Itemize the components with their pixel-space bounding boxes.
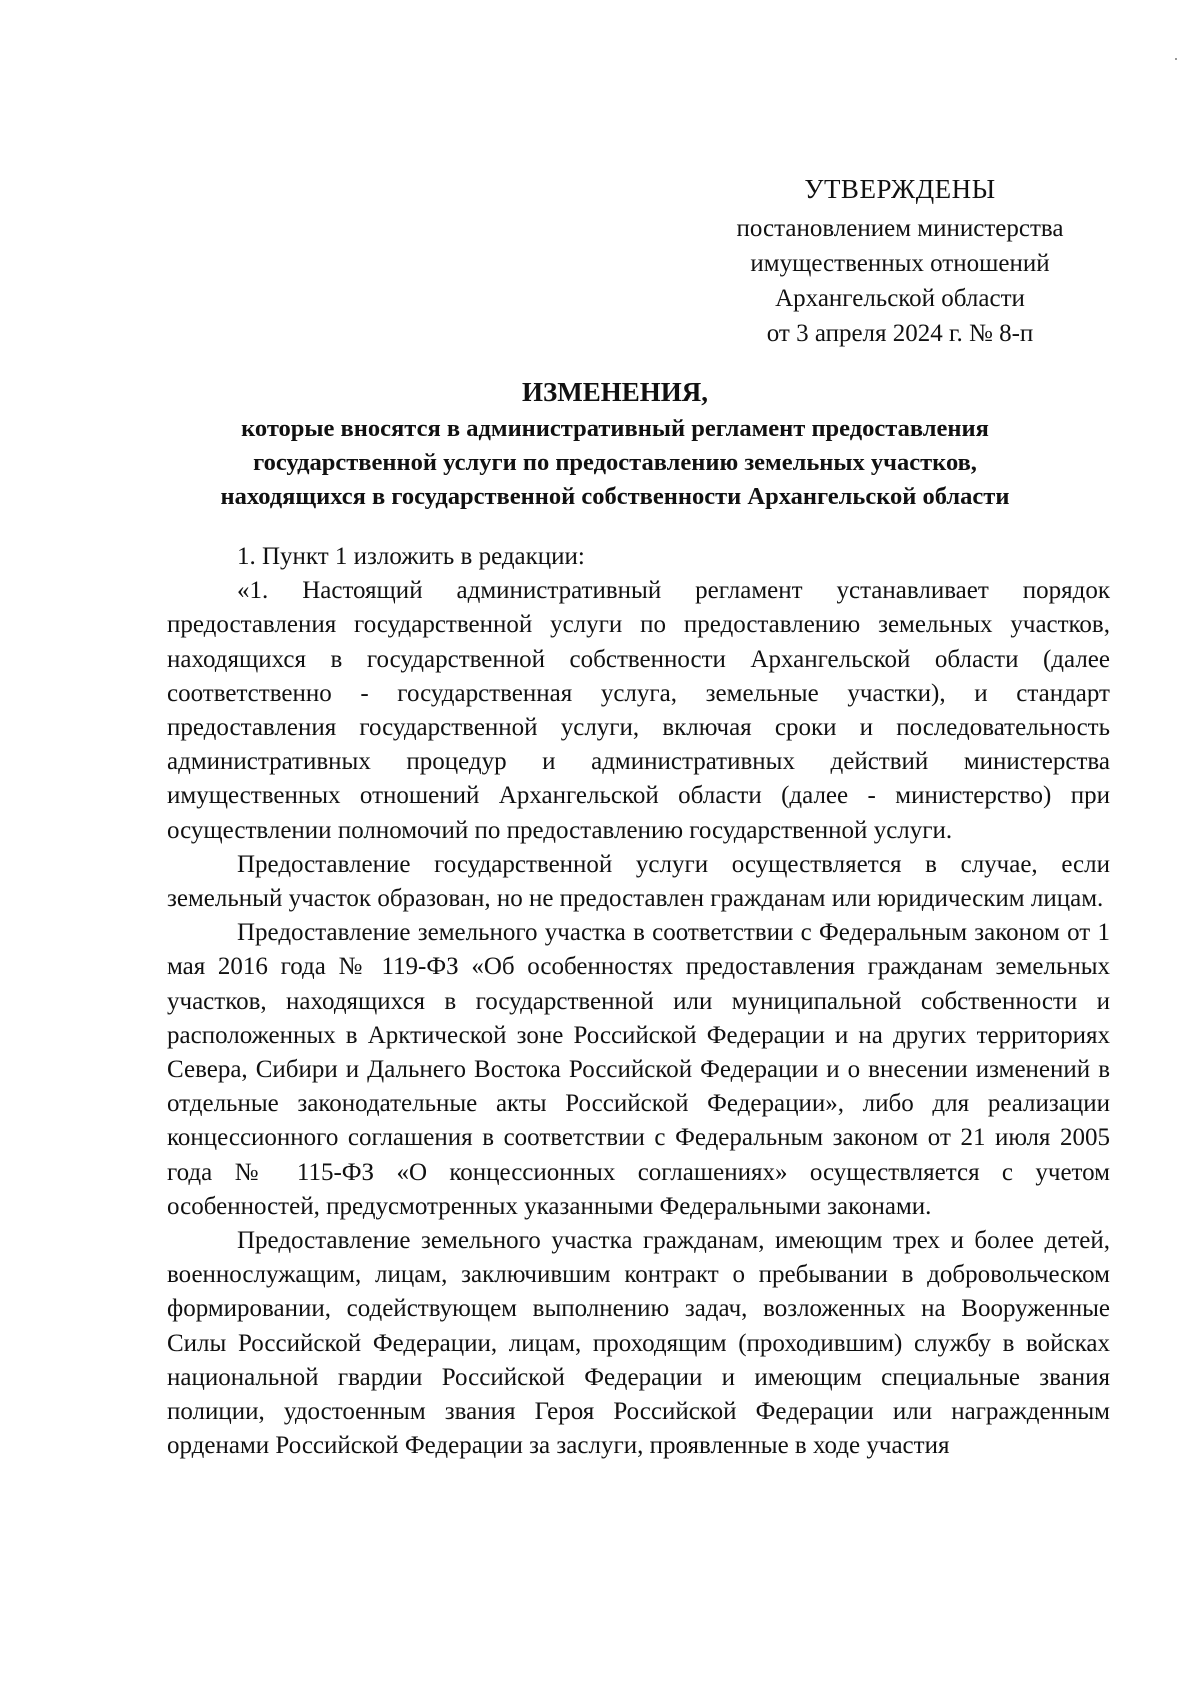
- document-title: ИЗМЕНЕНИЯ,: [521, 377, 708, 407]
- scan-speck: [1175, 58, 1177, 60]
- document-body: [167, 540, 1110, 1463]
- document-heading: [150, 372, 1080, 514]
- paragraph-3: Предоставление государственной услуги осуществляется в случае, если земельный участок образован, но не предоставлен гражданам или юридическим лицам.: [167, 850, 1110, 913]
- approval-line-1: постановлением министерства: [736, 215, 1064, 242]
- approval-line-2: имущественных отношений: [750, 250, 1050, 277]
- approval-line-3: Архангельской области: [775, 285, 1025, 312]
- subtitle-line-3: находящихся в государственной собственности Архангельской области: [220, 483, 1010, 510]
- paragraph-4: Предоставление земельного участка в соответствии с Федеральным законом от 1 мая 2016 года № 119-ФЗ «Об особенностях предоставления гражданам земельных участков, находящихся в государственной или муниципальной собственности и расположенных в Арктической зоне Российской Федерации и на других территориях Севера, Сибири и Дальнего Востока Российской Федерации и о внесении изменений в отдельные законодательные акты Российской Федерации», либо для реализации концессионного соглашения в соответствии с Федеральным законом от 21 июля 2005 года № 115-ФЗ «О концессионных соглашениях» осуществляется с учетом особенностей, предусмотренных указанными Федеральными законами.: [167, 919, 1110, 1220]
- subtitle-line-2: государственной услуги по предоставлению земельных участков,: [253, 449, 977, 476]
- approval-block: [690, 172, 1110, 351]
- paragraph-5: Предоставление земельного участка гражданам, имеющим трех и более детей, военнослужащим, лицам, заключившим контракт о пребывании в добровольческом формировании, содействующем выполнению задач, возложенных на Вооруженные Силы Российской Федерации, лицам, проходящим (проходившим) службу в войсках национальной гвардии Российской Федерации и имеющим специальные звания полиции, удостоенным звания Героя Российской Федерации или награжденным орденами Российской Федерации за заслуги, проявленные в ходе участия: [167, 1227, 1110, 1460]
- paragraph-1: 1. Пункт 1 изложить в редакции:: [237, 543, 585, 570]
- approved-stamp-word: УТВЕРЖДЕНЫ: [804, 174, 996, 204]
- approval-line-4: от 3 апреля 2024 г. № 8-п: [766, 320, 1034, 347]
- subtitle-line-1: которые вносятся в административный регламент предоставления: [241, 415, 989, 442]
- paragraph-2: «1. Настоящий административный регламент устанавливает порядок предоставления государственной услуги по предоставлению земельных участков, находящихся в государственной собственности Архангельской области (далее соответственно - государственная услуга, земельные участки), и стандарт предоставления государственной услуги, включая сроки и последовательность административных процедур и административных действий министерства имущественных отношений Архангельской области (далее - министерство) при осуществлении полномочий по предоставлению государственной услуги.: [167, 577, 1110, 844]
